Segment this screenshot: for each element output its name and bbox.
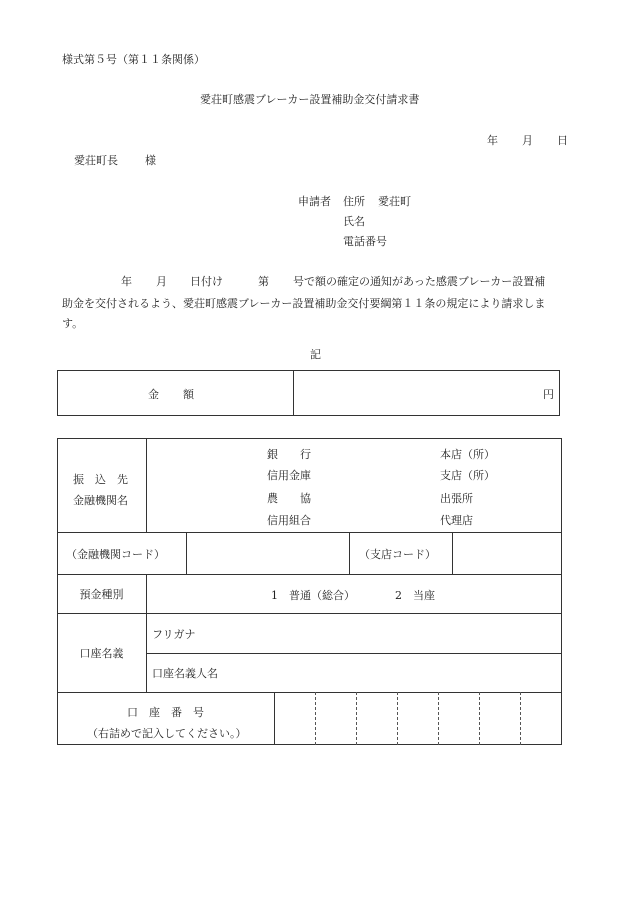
digit-separator (438, 692, 439, 745)
account-number-note: （右詰めで記入してください。） (87, 727, 247, 740)
deposit-label: 預金種別 (79, 588, 124, 601)
bank-code-label: （金融機関コード） (66, 547, 165, 561)
digit-separator (479, 692, 480, 745)
col-line (186, 532, 187, 574)
account-number-label: 口 座 番 号 (127, 706, 204, 719)
col-line (146, 438, 147, 532)
digit-separator (397, 692, 398, 745)
furigana-label: フリガナ (152, 628, 196, 641)
col-line (349, 532, 350, 574)
branch-type-sub: 出張所 (440, 492, 473, 505)
row-line (57, 692, 562, 693)
body-year: 年 (121, 275, 132, 288)
col-line (146, 574, 147, 692)
body-line1: 号で額の確定の通知があった感震ブレーカー設置補 (293, 275, 546, 288)
date-year: 年 (487, 134, 498, 147)
amount-unit: 円 (543, 388, 554, 401)
col-line (274, 692, 275, 745)
bank-type-shinkumi: 信用組合 (267, 514, 311, 527)
address-label: 住所 (343, 195, 365, 208)
bank-type-nokyo: 農 協 (267, 492, 311, 505)
bank-label-line2: 金融機関名 (73, 494, 128, 507)
digit-separator (520, 692, 521, 745)
date-month: 月 (522, 134, 533, 147)
body-number-prefix: 第 (258, 275, 269, 288)
date-day: 日 (557, 134, 568, 147)
amount-divider (293, 370, 294, 416)
deposit-option-ordinary: 1 普通（総合） (271, 589, 355, 602)
bank-type-bank: 銀 行 (267, 448, 311, 461)
address-value: 愛荘町 (378, 195, 411, 208)
phone-label: 電話番号 (343, 235, 387, 248)
name-label: 氏名 (343, 215, 365, 228)
row-line (146, 653, 562, 654)
amount-box (57, 370, 560, 416)
ki-label: 記 (310, 348, 321, 361)
bank-type-shinkin: 信用金庫 (267, 469, 311, 482)
honorific: 様 (145, 154, 156, 167)
form-number: 様式第５号（第１１条関係） (62, 53, 205, 66)
amount-label-1: 金 (148, 388, 159, 401)
digit-separator (315, 692, 316, 745)
body-day-suffix: 日付け (190, 275, 223, 288)
account-holder-label: 口座名義人名 (152, 667, 218, 680)
bank-label-line1: 振 込 先 (73, 473, 128, 486)
applicant-label: 申請者 (298, 195, 331, 208)
body-month: 月 (156, 275, 167, 288)
col-line (452, 532, 453, 574)
branch-type-branch: 支店（所） (440, 469, 495, 482)
branch-code-label: （支店コード） (359, 547, 436, 561)
body-line2: 助金を交付されるよう、愛荘町感震ブレーカー設置補助金交付要綱第１１条の規定により請求しま (62, 297, 546, 310)
page-title: 愛荘町感震ブレーカー設置補助金交付請求書 (200, 93, 420, 106)
account-name-label: 口座名義 (79, 647, 124, 660)
digit-separator (356, 692, 357, 745)
addressee: 愛荘町長 (74, 154, 118, 167)
body-line3: す。 (62, 317, 84, 330)
amount-label-2: 額 (183, 388, 194, 401)
deposit-option-current: 2 当座 (395, 589, 435, 602)
branch-type-agency: 代理店 (440, 514, 473, 527)
branch-type-head: 本店（所） (440, 448, 495, 461)
